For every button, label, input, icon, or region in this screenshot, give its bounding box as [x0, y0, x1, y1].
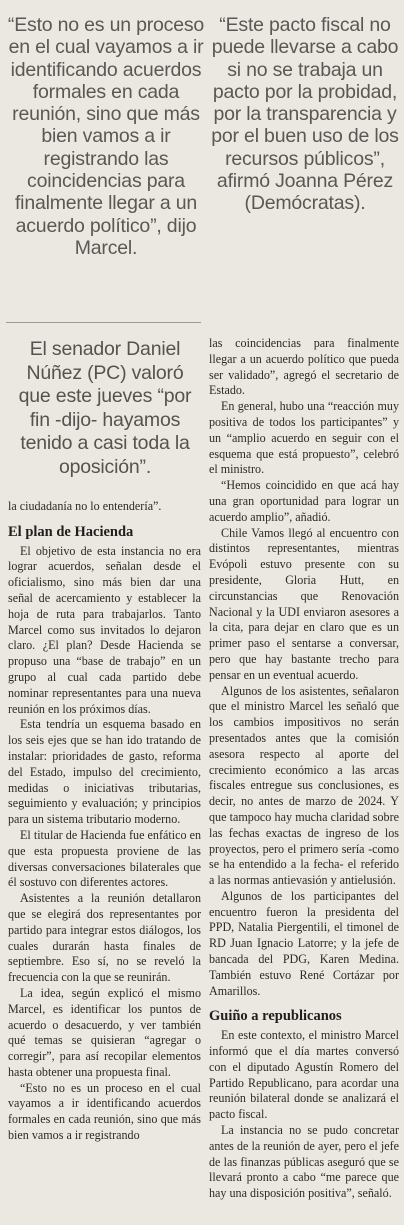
section-heading: Guiño a republicanos — [209, 1008, 342, 1025]
pull-quote-marcel: “Esto no es un proceso en el cual vayamos a ir identificando acuerdos formales en cada reunión, sino que más bien vamos a ir registrando las coincidencias para finalmente llegar a un acuerdo político”, dijo Marcel. — [7, 14, 205, 259]
paragraph: Algunos de los asistentes, señalaron que el ministro Marcel les señaló que los cambios impositivos no serán presentados antes que la comisión asesora respecto al aporte del crecimiento económico a las arcas fiscales entregue sus conclusiones, es decir, no antes de marzo de 2024. Y que tampoco hay mucha claridad sobre las fechas exactas de ingreso de los proyectos, pero el primero sería -como se ha entendido a la fecha- el referido a las normas antievasión y antielusión. — [209, 683, 399, 888]
paragraph: Asistentes a la reunión detallaron que se elegirá dos representantes por partido para integrar estos diálogos, los cuales durarán hasta finales de septiembre. Eso sí, no se reveló la frecuencia con la que se reunirán. — [8, 891, 201, 985]
paragraph: La idea, según explicó el mismo Marcel, es identificar los puntos de acuerdo o desacuerdo, y ver también qué temas se quisieran “agregar o corregir”, para así recopilar elementos hasta obtener una propuesta final. — [8, 985, 201, 1079]
paragraph: En general, hubo una “reacción muy positiva de todos los participantes” y un “amplio acuerdo en seguir con el esquema que está propuesto”, celebró el ministro. — [209, 399, 399, 477]
paragraph: Chile Vamos llegó al encuentro con distintos representantes, mientras Evópoli estuvo presente con su presidente, Gloria Hutt, en circunstancias que Renovación Nacional y la UDI enviaron asesores a la cita, para dejar en claro que es un primer paso el sentarse a conversar, pero que hay bastante trecho para pensar en un eventual acuerdo. — [209, 525, 399, 682]
paragraph: En este contexto, el ministro Marcel informó que el día martes conversó con el diputado Agustín Romero del Partido Republicano, para acordar una reunión bilateral donde se analizará el pacto fiscal. — [209, 1028, 399, 1122]
paragraph: El titular de Hacienda fue enfático en que esta propuesta proviene de las diversas conversaciones bilaterales que él sostuvo con diferentes actores. — [8, 827, 201, 890]
divider — [6, 322, 201, 323]
pull-quote-joanna-perez: “Este pacto fiscal no puede llevarse a cabo si no se trabaja un pacto por la probidad, por la transparencia y por el buen uso de los recursos públicos”, afirmó Joanna Pérez (Demócratas). — [211, 14, 399, 215]
paragraph: la ciudadanía no lo entendería”. — [8, 499, 162, 513]
paragraph: “Hemos coincidido en que acá hay una gran oportunidad para lograr un acuerdo amplio”, añadió. — [209, 478, 399, 524]
paragraph: El objetivo de esta instancia no era lograr acuerdos, señalan desde el oficialismo, sino más bien dar una señal de acercamiento y establecer la hoja de ruta para trabajarlos. Tanto Marcel como sus invitados lo dejaron claro. ¿El plan? Desde Hacienda se propuso una “base de trabajo” en un grupo al cual cada partido debe nominar representantes para una nueva reunión en los próximos días. — [8, 543, 201, 716]
paragraph: las coincidencias para finalmente llegar a un acuerdo político que pueda ser validado”, agregó el secretario de Estado. — [209, 336, 399, 398]
paragraph: “Esto no es un proceso en el cual vayamos a ir identificando acuerdos formales en cada reunión, sino que más bien vamos a ir registrando — [8, 1080, 201, 1143]
paragraph: Algunos de los participantes del encuentro fueron la presidenta del PPD, Natalia Piergentili, el timonel de RD Juan Ignacio Latorre; y la jefe de bancada del PDG, Karen Medina. También estuvo René Cortázar por Amarillos. — [209, 888, 399, 998]
section-heading: El plan de Hacienda — [8, 523, 134, 540]
article-column-left — [8, 499, 201, 1144]
article-column-right — [209, 336, 399, 1202]
paragraph: La instancia no se pudo concretar antes de la reunión de ayer, pero el jefe de las finanzas públicas aseguró que se llevará pronto a cabo “me parece que hay una disposición positiva”, señaló. — [209, 1123, 399, 1201]
pull-quote-daniel-nunez: El senador Daniel Núñez (PC) valoró que este jueves “por fin -dijo- hayamos tenido a casi toda la oposición”. — [18, 338, 192, 478]
paragraph: Esta tendría un esquema basado en los seis ejes que se han ido tratando de instalar: prioridades de gasto, reforma del Estado, impulso del crecimiento, medidas o iniciativas tributarias, seguimiento y evaluación; y principios para un sistema tributario moderno. — [8, 717, 201, 827]
